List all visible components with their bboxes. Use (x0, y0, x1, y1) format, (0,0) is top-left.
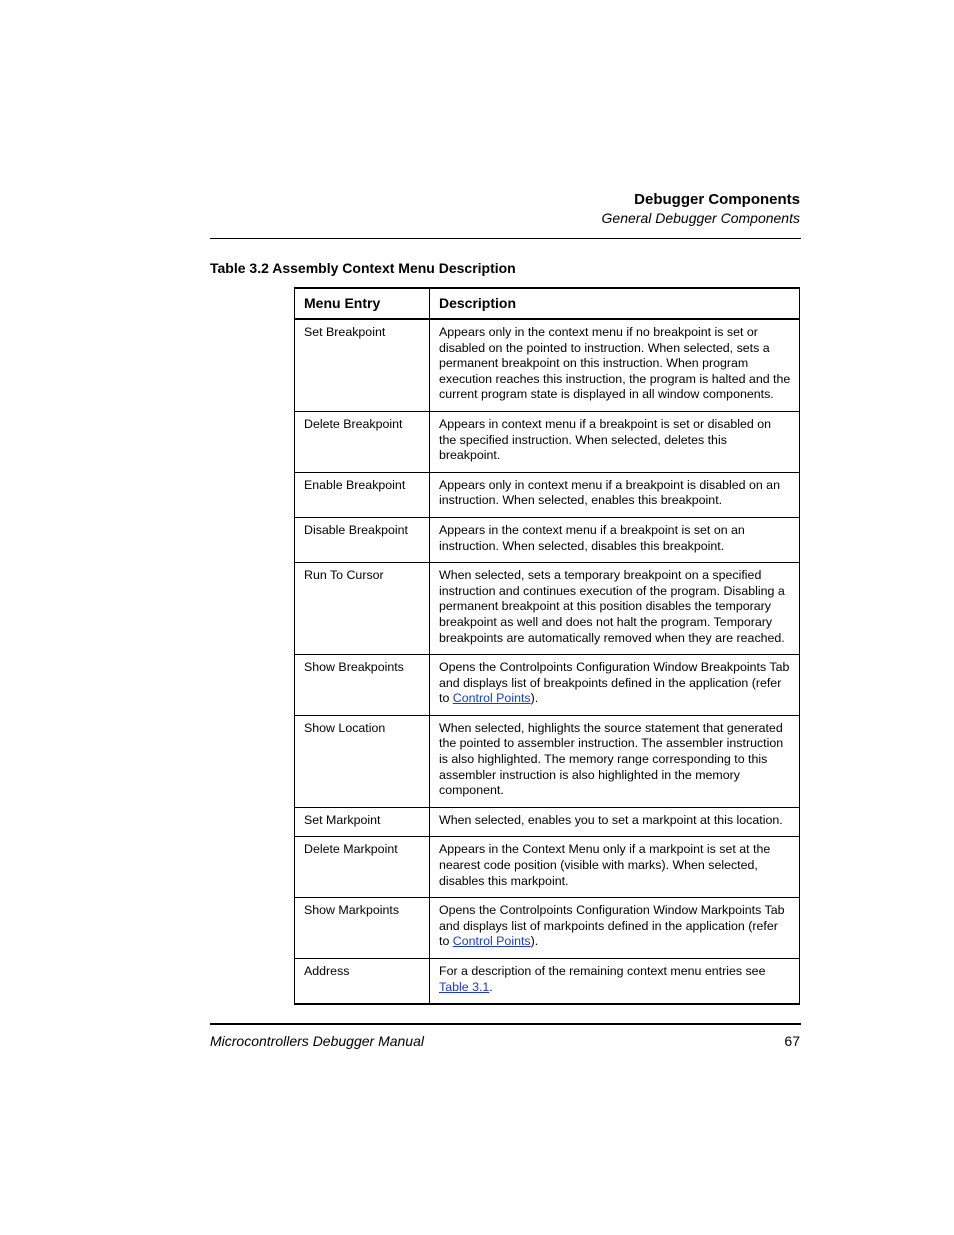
description-cell: When selected, enables you to set a markpoint at this location. (439, 812, 783, 827)
header-subtitle: General Debugger Components (601, 210, 800, 226)
description-cell: Appears in the Context Menu only if a markpoint is set at the nearest code position (visible with marks). When selected, disables this markpoint. (439, 842, 771, 888)
table-row (295, 958, 799, 1003)
description-cell (430, 898, 799, 958)
table-row (295, 319, 799, 411)
description-text-end: . (489, 979, 493, 994)
description-cell: When selected, sets a temporary breakpoint on a specified instruction and continues execution of the program. Disabling a permanent breakpoint at this position disables the temporary breakpoint as well and does not halt the program. Temporary breakpoints are automatically removed when they are reached. (439, 568, 785, 645)
menu-entry-cell: Show Breakpoints (295, 655, 430, 715)
description-text-end: ). (530, 934, 539, 949)
description-text-end: ). (530, 691, 539, 706)
context-menu-table (294, 287, 800, 1005)
menu-entry-cell: Address (295, 959, 430, 1003)
table-row (295, 897, 799, 958)
description-cell: Appears in the context menu if a breakpoint is set on an instruction. When selected, disables this breakpoint. (439, 522, 745, 553)
description-cell: When selected, highlights the source statement that generated the pointed to assembler instruction. The assembler instruction is also highlighted. The memory range corresponding to this assembler instruction is also highlighted in the memory component. (439, 720, 784, 798)
table-row (295, 517, 799, 562)
column-header-description: Description (439, 295, 517, 311)
menu-entry-cell: Disable Breakpoint (295, 518, 430, 562)
footer-rule (210, 1023, 801, 1025)
table-row (295, 836, 799, 897)
description-cell: Appears only in context menu if a breakpoint is disabled on an instruction. When selected, enables this breakpoint. (439, 477, 780, 508)
table-3-1-link[interactable]: Table 3.1 (439, 979, 490, 994)
header-title: Debugger Components (634, 191, 800, 208)
menu-entry-cell: Delete Markpoint (295, 837, 430, 897)
description-cell: Appears in context menu if a breakpoint is set or disabled on the specified instruction. When selected, deletes this breakpoint. (439, 416, 771, 463)
control-points-link[interactable]: Control Points (452, 691, 531, 706)
menu-entry-cell: Enable Breakpoint (295, 473, 430, 517)
description-text: Opens the Controlpoints Configuration Window Markpoints Tab and displays list of markpoints defined in the application (refer to (439, 903, 785, 949)
description-text: For a description of the remaining context menu entries see (439, 964, 766, 978)
menu-entry-cell: Run To Cursor (295, 563, 430, 654)
menu-entry-cell: Set Markpoint (295, 808, 430, 837)
menu-entry-cell: Set Breakpoint (295, 320, 430, 411)
table-caption: Table 3.2 Assembly Context Menu Description (210, 260, 516, 276)
description-cell (430, 655, 799, 715)
header-rule (210, 238, 801, 239)
control-points-link[interactable]: Control Points (452, 934, 531, 949)
description-text: Opens the Controlpoints Configuration Window Breakpoints Tab and displays list of breakpoints defined in the application (refer to (439, 660, 790, 706)
page-number: 67 (784, 1033, 800, 1049)
table-header-row (295, 289, 799, 319)
menu-entry-cell: Show Markpoints (295, 898, 430, 958)
column-header-menu-entry: Menu Entry (295, 289, 430, 318)
table-row (295, 472, 799, 517)
table-row (295, 715, 799, 807)
table-row (295, 654, 799, 715)
table-row (295, 562, 799, 654)
menu-entry-cell: Delete Breakpoint (295, 412, 430, 472)
menu-entry-cell: Show Location (295, 716, 430, 807)
table-row (295, 411, 799, 472)
footer-manual-title: Microcontrollers Debugger Manual (210, 1033, 424, 1049)
description-cell: Appears only in the context menu if no breakpoint is set or disabled on the pointed to instruction. When selected, sets a permanent breakpoint on this instruction. When program execution reaches this instruction, the program is halted and the current program state is displayed in all window components. (439, 325, 791, 402)
description-cell (430, 959, 799, 1003)
table-row (295, 807, 799, 837)
